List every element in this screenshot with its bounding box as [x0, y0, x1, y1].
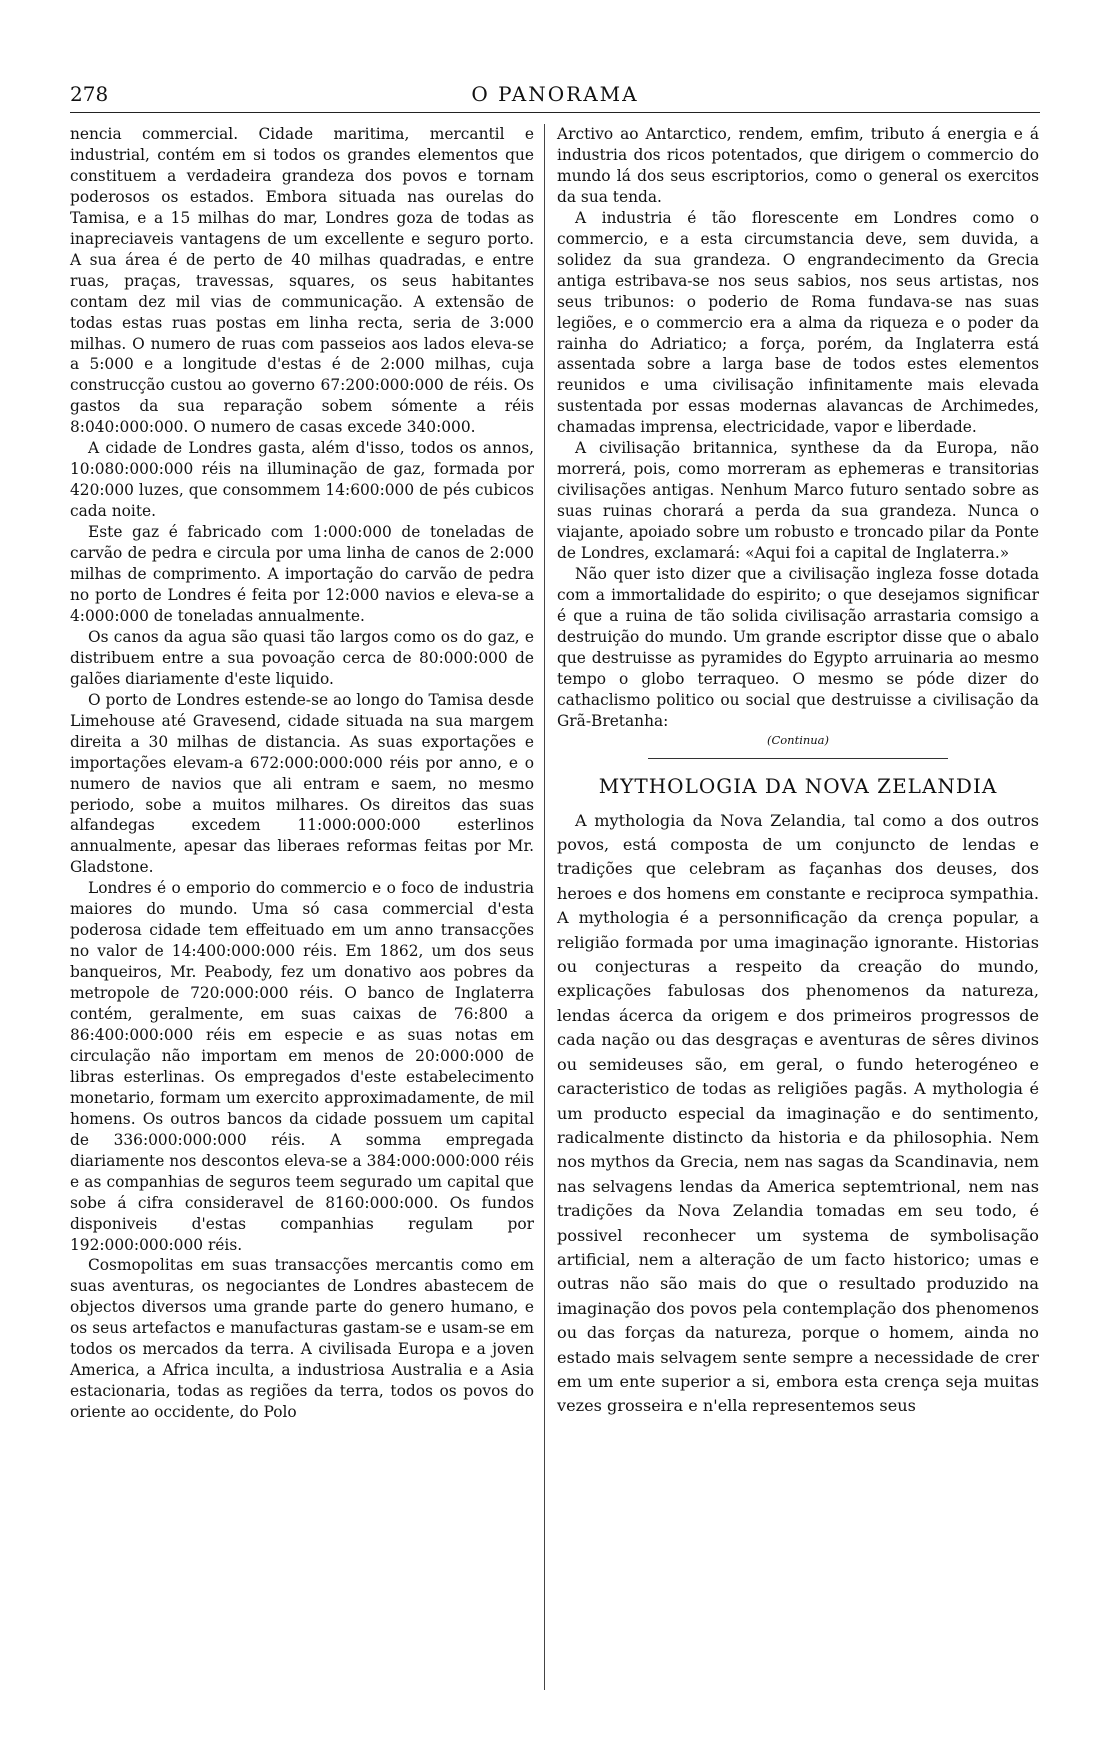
- column-divider: [544, 124, 545, 1690]
- paragraph: Este gaz é fabricado com 1:000:000 de toneladas de carvão de pedra e circula por uma linha de canos de 2:000 milhas de comprimento. A importação do carvão de pedra no porto de Londres é feita por 12:000 navios e eleva-se a 4:000:000 de toneladas annualmente.: [70, 523, 534, 625]
- left-column: [70, 124, 534, 1423]
- page-header: [70, 82, 1040, 113]
- paragraph: Londres é o emporio do commercio e o foco de industria maiores do mundo. Uma só casa commercial d'esta poderosa cidade tem effeituado em um anno transacções no valor de 14:400:000:000 réis. Em 1862, um dos seus banqueiros, Mr. Peabody, fez um donativo aos pobres da metropole de 720:000:000 réis. O banco de Inglaterra contém, geralmente, em suas caixas de 76:800 a 86:400:000:000 réis em especie e as suas notas em circulação não importam em menos de 20:000:000 de libras esterlinas. Os empregados d'este estabelecimento monetario, formam um exercito approximadamente, de mil homens. Os outros bancos da cidade possuem um capital de 336:000:000:000 réis. A somma empregada diariamente nos descontos eleva-se a 384:000:000:000 réis e as companhias de seguros teem segurado um capital que sobe á cifra consideravel de 8160:000:000. Os fundos disponiveis d'estas companhias regulam por 192:000:000:000 réis.: [70, 879, 534, 1254]
- paragraph: nencia commercial. Cidade maritima, mercantil e industrial, contém em si todos os grandes elementos que constituem a verdadeira grandeza dos povos e tornam poderosos os estados. Embora situada nas ourelas do Tamisa, e a 15 milhas do mar, Londres goza de todas as inapreciaveis vantagens de um excellente e seguro porto. A sua área é de perto de 40 milhas quadradas, e entre ruas, praças, travessas, squares, os seus habitantes contam dez mil vias de communicação. A extensão de todas estas ruas postas em linha recta, seria de 3:000 milhas. O numero de ruas com passeios aos lados eleva-se a 5:000 e a longitude d'estas é de 2:000 milhas, cuja construcção custou ao governo 67:200:000:000 de réis. Os gastos da sua reparação sobem sómente a réis 8:040:000:000. O numero de casas excede 340:000.: [70, 125, 534, 437]
- right-column: [557, 124, 1039, 1419]
- paragraph: Cosmopolitas em suas transacções mercantis como em suas aventuras, os negociantes de Londres abastecem de objectos diversos uma grande parte do genero humano, e os seus artefactos e manufacturas gastam-se e usam-se em todos os mercados da terra. A civilisada Europa e a joven America, a Africa inculta, a industriosa Australia e a Asia estacionaria, todas as regiões da terra, todos os povos do oriente ao occidente, do Polo: [70, 1256, 534, 1422]
- paragraph: A civilisação britannica, synthese da da Europa, não morrerá, pois, como morreram as ephemeras e transitorias civilisações antigas. Nenhum Marco futuro sentado sobre as suas ruinas chorará a perda da sua grandeza. Nunca o viajante, apoiado sobre um robusto e troncado pilar da Ponte de Londres, exclamará: «Aqui foi a capital de Inglaterra.»: [557, 439, 1039, 563]
- article-body: [557, 809, 1039, 1419]
- page-number: 278: [70, 82, 109, 106]
- journal-title: O PANORAMA: [471, 82, 639, 106]
- paragraph: A cidade de Londres gasta, além d'isso, todos os annos, 10:080:000:000 réis na illuminação de gaz, formada por 420:000 luzes, que consommem 14:600:000 de pés cubicos cada noite.: [70, 439, 534, 521]
- section-divider: [648, 758, 948, 759]
- paragraph: O porto de Londres estende-se ao longo do Tamisa desde Limehouse até Gravesend, cidade situada na sua margem direita a 30 milhas de distancia. As suas exportações e importações elevam-a 672:000:000:000 réis por anno, e o numero de navios que ali entram e saem, no mesmo periodo, sobe a muitos milhares. Os direitos das suas alfandegas excedem 11:000:000:000 esterlinos annualmente, apesar das liberaes reformas feitas por Mr. Gladstone.: [70, 690, 534, 877]
- paragraph: Não quer isto dizer que a civilisação ingleza fosse dotada com a immortalidade do espirito; o que desejamos significar é que a ruina de tão solida civilisação arrastaria comsigo a destruição do mundo. Um grande escriptor disse que o abalo que destruisse as pyramides do Egypto arruinaria ao mesmo tempo o globo terraqueo. O mesmo se póde dizer do cathaclismo politico ou social que destruisse a civilisação da Grã-Bretanha:: [557, 565, 1039, 730]
- article-title: MYTHOLOGIA DA NOVA ZELANDIA: [598, 773, 998, 798]
- paragraph: A industria é tão florescente em Londres como o commercio, e a esta circumstancia deve, sem duvida, a solidez da sua grandeza. O engrandecimento da Grecia antiga estribava-se nos seus sabios, nos seus artistas, nos seus tribunos: o poderio de Roma fundava-se nas suas legiões, e o commercio era a alma da riqueza e o poder da rainha do Adriatico; a força, porém, da Inglaterra está assentada sobre a larga base de todos estes elementos reunidos e uma civilisação infinitamente mais elevada sustentada por essas modernas alavancas de Archimedes, chamadas imprensa, electricidade, vapor e liberdade.: [557, 208, 1039, 437]
- paragraph: A mythologia da Nova Zelandia, tal como a dos outros povos, está composta de um conjuncto de lendas e tradições que celebram as façanhas dos deuses, dos heroes e dos homens em constante e reciproca sympathia. A mythologia é a personnificação da crença popular, a religião formada por uma imaginação ignorante. Historias ou conjecturas a respeito da creação do mundo, explicações fabulosas dos phenomenos da natureza, lendas ácerca da origem e dos primeiros progressos de cada nação ou das desgraças e aventuras de sêres divinos ou semideuses são, em geral, o fundo heterogéneo e caracteristico de todas as religiões pagãs. A mythologia é um producto especial da imaginação e do sentimento, radicalmente distincto da historia e da philosophia. Nem nos mythos da Grecia, nem nas sagas da Scandinavia, nem nas selvagens lendas da America septemtrional, nem nas tradições da Nova Zelandia tomadas em seu todo, é possivel reconhecer um systema de symbolisação artificial, nem a alteração de um facto historico; umas e outras não são mais do que o resultado produzido na imaginação dos povos pela contemplação dos phenomenos ou das forças da natureza, porque o homem, ainda no estado mais selvagem sente sempre a necessidade de crer em um ente superior a si, embora esta crença seja muitas vezes grosseira e n'ella representemos seus: [557, 810, 1039, 1416]
- paragraph: Arctivo ao Antarctico, rendem, emfim, tributo á energia e á industria dos ricos potentados, que dirigem o commercio do mundo lá dos seus escriptorios, como o general os exercitos da sua tenda.: [557, 125, 1039, 206]
- continua-note: (Continua): [766, 732, 830, 747]
- paragraph: Os canos da agua são quasi tão largos como os do gaz, e distribuem entre a sua povoação cerca de 80:000:000 de galões diariamente d'este liquido.: [70, 627, 534, 688]
